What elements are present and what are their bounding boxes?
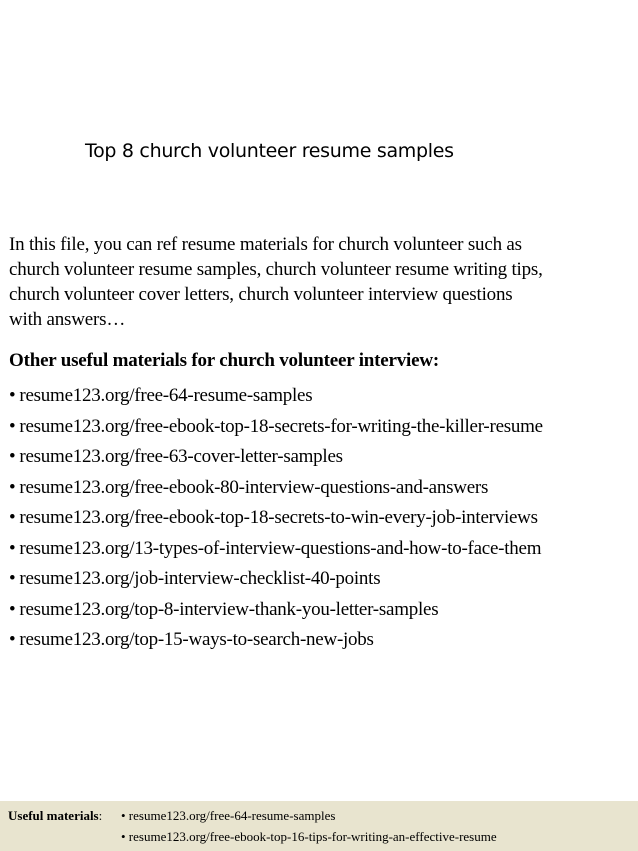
bullet: • xyxy=(9,629,16,650)
bullet: • xyxy=(9,598,16,620)
list-item xyxy=(9,503,543,534)
intro-line: In this file, you can ref resume materials for church volunteer such as xyxy=(9,234,522,255)
intro-line: with answers… xyxy=(9,309,126,330)
list-item xyxy=(9,534,543,565)
bullet: • xyxy=(9,507,16,528)
page-title: Top 8 church volunteer resume samples xyxy=(85,140,454,162)
intro-line: church volunteer resume samples, church volunteer resume writing tips, xyxy=(9,259,543,280)
list-item xyxy=(9,442,543,473)
resource-link[interactable]: resume123.org/free-ebook-top-18-secrets-to-win-every-job-interviews xyxy=(19,507,538,528)
resource-link[interactable]: resume123.org/top-8-interview-thank-you-letter-samples xyxy=(19,598,439,620)
materials-heading: Other useful materials for church volunteer interview: xyxy=(9,350,440,371)
list-item xyxy=(9,381,543,412)
bullet: • xyxy=(9,476,16,498)
resource-link[interactable]: resume123.org/free-63-cover-letter-samples xyxy=(19,446,343,467)
intro-line: church volunteer cover letters, church volunteer interview questions xyxy=(9,284,513,305)
footer-label-colon: : xyxy=(98,808,103,823)
list-item xyxy=(9,473,543,504)
bullet: • xyxy=(9,568,16,589)
list-item xyxy=(9,564,543,595)
resource-link[interactable]: resume123.org/top-15-ways-to-search-new-jobs xyxy=(19,629,374,650)
bullet: • xyxy=(9,446,16,467)
bullet: • xyxy=(9,385,16,406)
materials-list xyxy=(9,381,543,656)
resource-link[interactable]: resume123.org/free-ebook-top-18-secrets-for-writing-the-killer-resume xyxy=(19,415,543,437)
resource-link[interactable]: resume123.org/free-64-resume-samples xyxy=(19,385,313,406)
footer-label xyxy=(8,808,102,824)
resource-link[interactable]: resume123.org/free-ebook-80-interview-questions-and-answers xyxy=(19,476,489,498)
resource-link[interactable]: resume123.org/job-interview-checklist-40-points xyxy=(19,568,381,589)
footer-link[interactable]: • resume123.org/free-ebook-top-16-tips-for-writing-an-effective-resume xyxy=(121,829,497,844)
footer-label-text: Useful materials xyxy=(8,808,99,823)
list-item xyxy=(9,412,543,443)
footer-link[interactable]: • resume123.org/free-64-resume-samples xyxy=(121,808,336,823)
footer-bar xyxy=(0,801,638,851)
list-item xyxy=(9,595,543,626)
resource-link[interactable]: resume123.org/13-types-of-interview-questions-and-how-to-face-them xyxy=(19,537,542,559)
intro-paragraph xyxy=(9,232,631,332)
bullet: • xyxy=(9,537,16,559)
bullet: • xyxy=(9,415,16,437)
list-item xyxy=(9,625,543,656)
